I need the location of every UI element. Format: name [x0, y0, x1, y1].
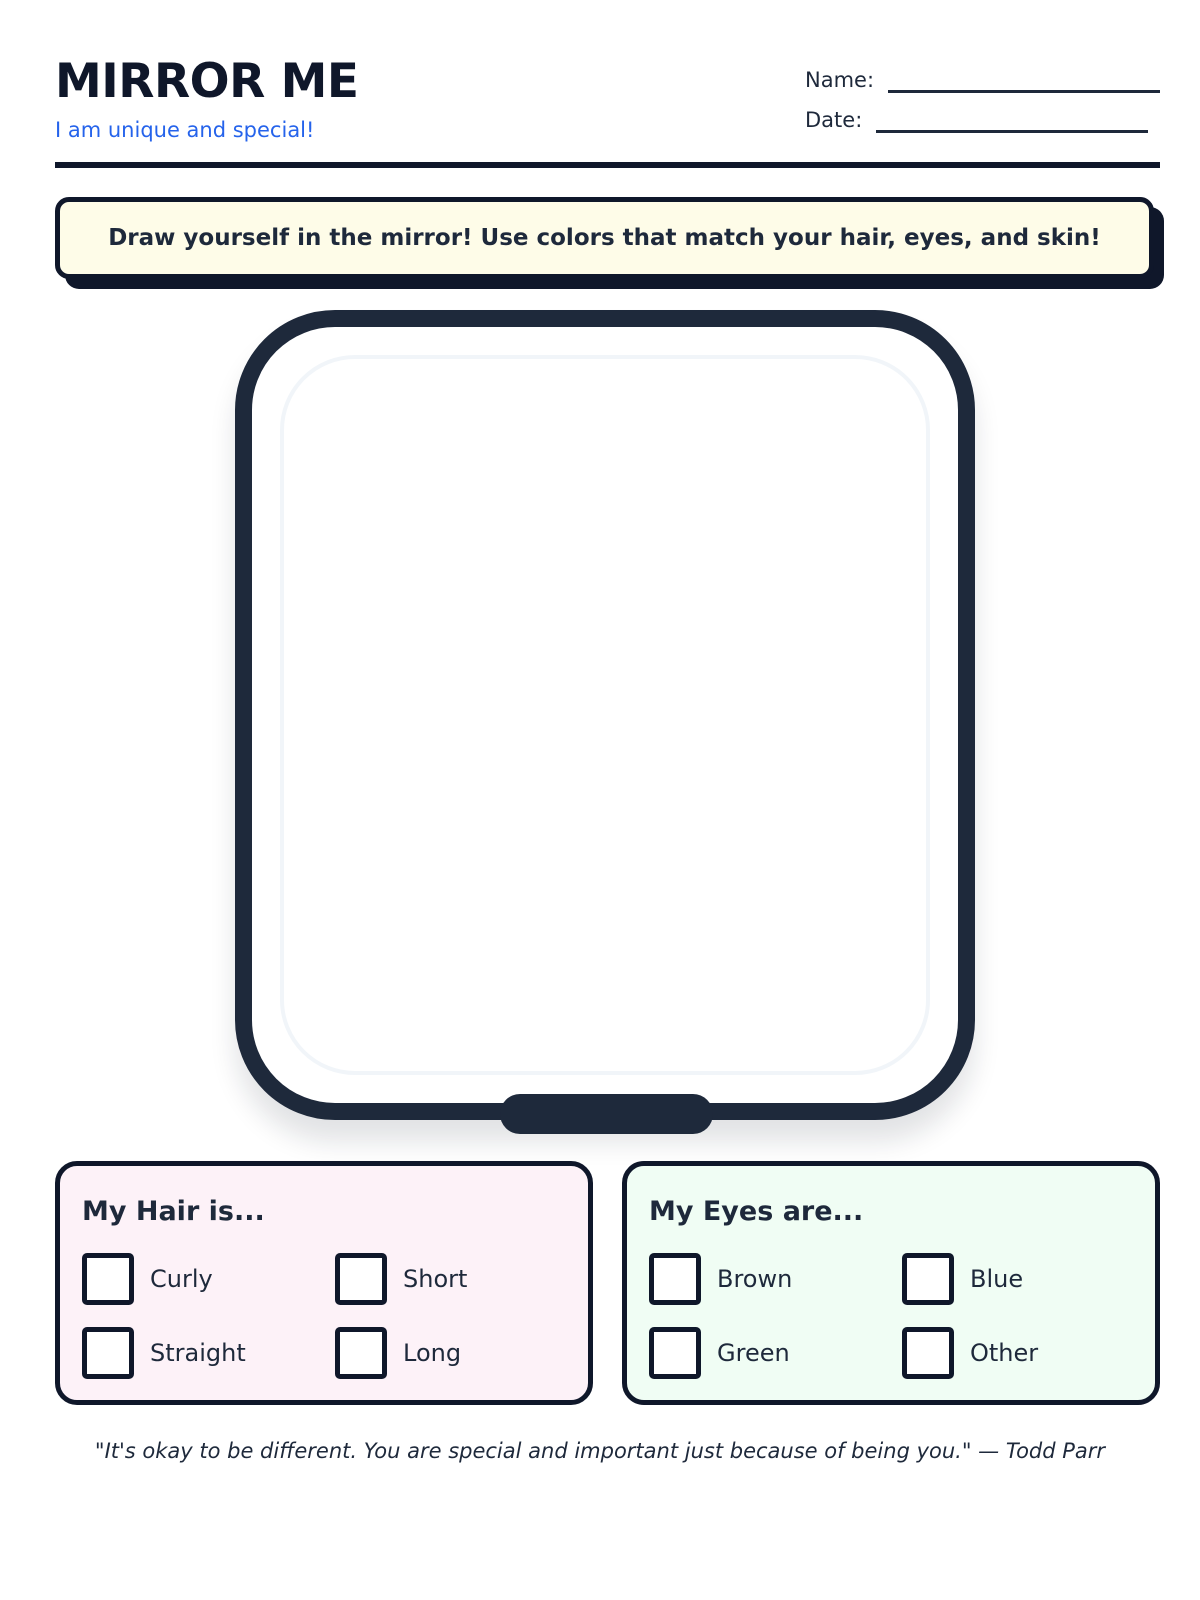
name-write-line[interactable]: [888, 68, 1160, 93]
student-info-fields: [805, 68, 1160, 148]
checkbox[interactable]: [335, 1253, 387, 1305]
date-field-row: [805, 108, 1160, 148]
eyes-box-title: My Eyes are...: [649, 1196, 864, 1227]
option-label: Curly: [150, 1265, 213, 1293]
instruction-banner: [55, 197, 1154, 279]
hair-option-straight[interactable]: [82, 1327, 246, 1379]
hair-option-curly[interactable]: [82, 1253, 213, 1305]
checkbox[interactable]: [649, 1327, 701, 1379]
name-label: Name:: [805, 68, 875, 92]
hair-option-short[interactable]: [335, 1253, 467, 1305]
mirror-base: [500, 1094, 713, 1134]
quote-text: "It's okay to be different. You are special and important just because of being you." — Todd Parr: [94, 1439, 1106, 1463]
eyes-option-green[interactable]: [649, 1327, 790, 1379]
checkbox[interactable]: [82, 1253, 134, 1305]
eyes-box: [622, 1161, 1160, 1405]
option-label: Long: [403, 1339, 462, 1367]
option-label: Other: [970, 1339, 1039, 1367]
checkbox[interactable]: [335, 1327, 387, 1379]
eyes-option-other[interactable]: [902, 1327, 1038, 1379]
date-label: Date:: [805, 108, 863, 132]
page-title: MIRROR ME: [55, 54, 359, 109]
instruction-text: Draw yourself in the mirror! Use colors that match your hair, eyes, and skin!: [108, 225, 1101, 251]
checkbox[interactable]: [649, 1253, 701, 1305]
date-write-line[interactable]: [876, 108, 1148, 133]
mirror-drawing-area[interactable]: [235, 310, 975, 1120]
option-label: Green: [717, 1339, 790, 1367]
header-divider: [55, 162, 1160, 168]
page-subtitle: I am unique and special!: [55, 118, 315, 142]
checkbox[interactable]: [902, 1253, 954, 1305]
option-label: Brown: [717, 1265, 793, 1293]
hair-option-long[interactable]: [335, 1327, 461, 1379]
option-label: Straight: [150, 1339, 246, 1367]
option-label: Short: [403, 1265, 468, 1293]
hair-box: [55, 1161, 593, 1405]
hair-box-title: My Hair is...: [82, 1196, 265, 1227]
name-field-row: [805, 68, 1160, 108]
checkbox[interactable]: [82, 1327, 134, 1379]
eyes-option-blue[interactable]: [902, 1253, 1023, 1305]
eyes-option-brown[interactable]: [649, 1253, 792, 1305]
option-label: Blue: [970, 1265, 1024, 1293]
checkbox[interactable]: [902, 1327, 954, 1379]
worksheet-header: [55, 52, 1160, 167]
mirror-glass: [280, 355, 930, 1075]
